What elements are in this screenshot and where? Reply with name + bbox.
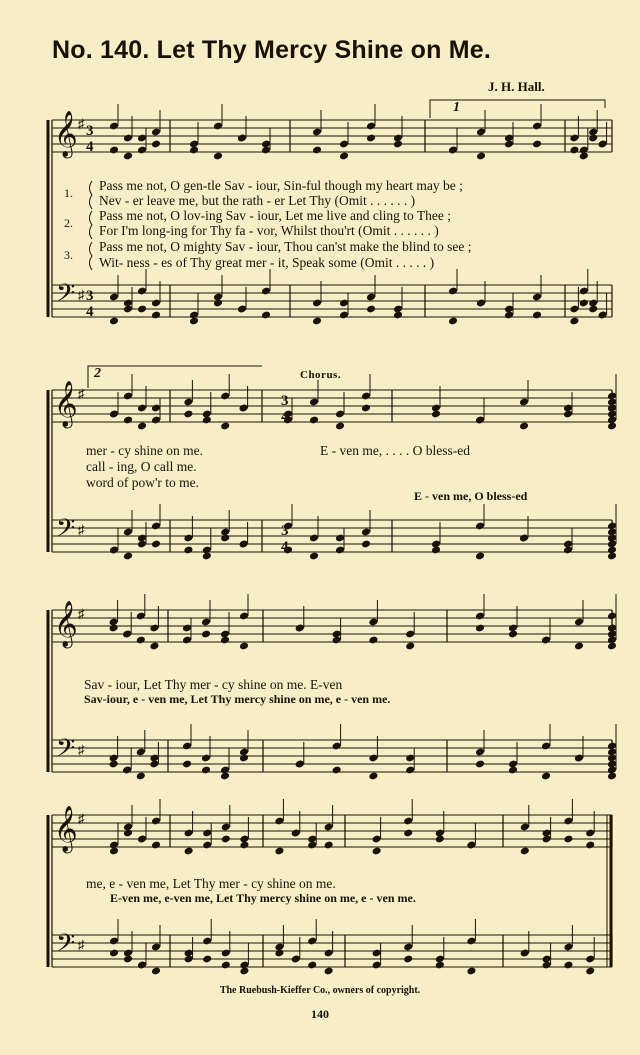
- verse-number-1: 1.: [64, 186, 73, 200]
- note-head: [588, 305, 598, 314]
- note-head: [431, 410, 441, 419]
- note-head: [109, 146, 119, 155]
- lyric-line: Nev - er leave me, but the rath - er Let Thy (Omit . . . . . . ): [99, 193, 416, 208]
- bass-clef-icon: 𝄢: [56, 514, 76, 549]
- note-head: [202, 552, 212, 561]
- lyric-brace: [90, 211, 93, 239]
- note-head: [261, 311, 271, 320]
- second-ending-number: 2: [94, 366, 101, 381]
- note-head: [574, 642, 584, 651]
- note-head: [588, 134, 598, 143]
- note-head: [123, 552, 133, 561]
- lyric-line: call - ing, O call me.: [86, 459, 197, 474]
- note-head: [475, 760, 485, 769]
- time-signature: 3: [281, 393, 289, 409]
- time-signature: 3: [86, 123, 94, 139]
- sharp-icon: ♯: [78, 116, 85, 131]
- note-head: [201, 766, 211, 775]
- note-head: [368, 772, 378, 781]
- bass-clef-icon: 𝄢: [56, 279, 76, 314]
- note-head: [324, 841, 334, 850]
- note-head: [475, 552, 485, 561]
- note-head: [213, 299, 223, 308]
- note-head: [309, 552, 319, 561]
- note-head: [109, 949, 119, 958]
- note-head: [532, 311, 542, 320]
- hymn-title: No. 140. Let Thy Mercy Shine on Me.: [52, 36, 492, 64]
- note-head: [607, 642, 617, 651]
- sharp-icon: ♯: [78, 287, 85, 302]
- note-head: [201, 630, 211, 639]
- note-head: [213, 152, 223, 161]
- lyric-line: mer - cy shine on me.: [86, 443, 203, 458]
- note-head: [403, 955, 413, 964]
- lyric-brace: [90, 242, 93, 270]
- note-head: [149, 642, 159, 651]
- time-signature: 4: [86, 304, 94, 320]
- bass-lyric-line: E-ven me, e-ven me, Let Thy mercy shine on me, e - ven me.: [110, 891, 416, 905]
- treble-clef-icon: 𝄞: [54, 806, 78, 852]
- note-head: [151, 967, 161, 976]
- note-head: [607, 552, 617, 561]
- treble-clef-icon: 𝄞: [54, 381, 78, 427]
- note-head: [368, 636, 378, 645]
- lyric-line: For I'm long-ing for Thy fa - vor, Whilst thou'rt (Omit . . . . . . ): [99, 223, 439, 238]
- second-ending-bracket: [88, 366, 262, 388]
- note-head: [435, 961, 445, 970]
- note-head: [405, 642, 415, 651]
- note-head: [202, 955, 212, 964]
- note-head: [220, 422, 230, 431]
- note-head: [202, 416, 212, 425]
- note-head: [476, 152, 486, 161]
- note-head: [239, 967, 249, 976]
- note-head: [563, 835, 573, 844]
- note-head: [361, 540, 371, 549]
- note-head: [520, 847, 530, 856]
- note-head: [123, 152, 133, 161]
- note-head: [123, 416, 133, 425]
- lyric-line: me, e - ven me, Let Thy mer - cy shine on me.: [86, 876, 336, 891]
- note-head: [239, 754, 249, 763]
- note-head: [312, 146, 322, 155]
- lyric-line: Pass me not, O gen-tle Sav - iour, Sin-ful though my heart may be ;: [99, 178, 463, 193]
- note-head: [239, 841, 249, 850]
- note-head: [123, 829, 133, 838]
- note-head: [123, 955, 133, 964]
- note-head: [312, 317, 322, 326]
- time-signature: 3: [86, 288, 94, 304]
- note-head: [585, 841, 595, 850]
- note-head: [220, 534, 230, 543]
- note-head: [508, 766, 518, 775]
- note-head: [183, 410, 193, 419]
- bass-clef-icon: 𝄢: [56, 734, 76, 769]
- sharp-icon: ♯: [78, 937, 85, 952]
- chorus-label: Chorus.: [300, 369, 342, 381]
- note-head: [569, 146, 579, 155]
- note-head: [563, 961, 573, 970]
- note-head: [607, 422, 617, 431]
- note-head: [475, 624, 485, 633]
- page-number: 140: [311, 1007, 329, 1021]
- note-head: [607, 772, 617, 781]
- note-head: [541, 772, 551, 781]
- note-head: [579, 152, 589, 161]
- bass-lyric-line: E - ven me, O bless-ed: [414, 489, 528, 503]
- chorus-lyric-line: E - ven me, . . . . O bless-ed: [320, 443, 470, 458]
- note-head: [221, 961, 231, 970]
- note-head: [309, 416, 319, 425]
- sharp-icon: ♯: [78, 386, 85, 401]
- note-head: [579, 299, 589, 308]
- composer-credit: J. H. Hall.: [488, 79, 545, 94]
- note-head: [239, 642, 249, 651]
- note-head: [585, 967, 595, 976]
- note-head: [366, 134, 376, 143]
- note-head: [339, 152, 349, 161]
- time-signature: 4: [86, 139, 94, 155]
- lyric-line: Pass me not, O lov-ing Sav - iour, Let me live and cling to Thee ;: [99, 208, 452, 223]
- lyric-line: Wit- ness - es of Thy great mer - it, Speak some (Omit . . . . . ): [99, 255, 435, 270]
- note-head: [183, 546, 193, 555]
- note-head: [366, 305, 376, 314]
- first-ending-number: 1: [453, 100, 460, 115]
- time-signature: 4: [281, 539, 289, 555]
- note-head: [435, 835, 445, 844]
- sharp-icon: ♯: [78, 522, 85, 537]
- time-signature: 3: [281, 523, 289, 539]
- note-head: [393, 311, 403, 320]
- note-head: [508, 630, 518, 639]
- verse-number-2: 2.: [64, 216, 73, 230]
- lyric-brace: [90, 181, 93, 209]
- lyric-line: Sav - iour, Let Thy mer - cy shine on me. E-ven: [84, 677, 343, 692]
- note-head: [519, 422, 529, 431]
- bass-lyric-line: Sav-iour, e - ven me, Let Thy mercy shine on me, e - ven me.: [84, 692, 391, 706]
- time-signature: 4: [281, 409, 289, 425]
- note-head: [393, 140, 403, 149]
- note-head: [182, 760, 192, 769]
- note-head: [109, 847, 119, 856]
- note-head: [532, 140, 542, 149]
- lyric-line: word of pow'r to me.: [86, 475, 200, 490]
- note-head: [332, 766, 342, 775]
- note-head: [221, 835, 231, 844]
- sharp-icon: ♯: [78, 606, 85, 621]
- note-head: [448, 317, 458, 326]
- note-head: [466, 967, 476, 976]
- note-head: [136, 772, 146, 781]
- note-head: [151, 140, 161, 149]
- note-head: [137, 422, 147, 431]
- verse-number-3: 3.: [64, 248, 73, 262]
- note-head: [361, 404, 371, 413]
- note-head: [403, 829, 413, 838]
- note-head: [569, 317, 579, 326]
- note-head: [335, 422, 345, 431]
- note-head: [136, 636, 146, 645]
- note-head: [109, 317, 119, 326]
- treble-clef-icon: 𝄞: [54, 601, 78, 647]
- note-head: [151, 311, 161, 320]
- note-head: [431, 546, 441, 555]
- note-head: [151, 841, 161, 850]
- sharp-icon: ♯: [78, 811, 85, 826]
- note-head: [274, 847, 284, 856]
- note-head: [307, 961, 317, 970]
- note-head: [109, 624, 119, 633]
- lyric-line: Pass me not, O mighty Sav - iour, Thou can'st make the blind to see ;: [99, 239, 472, 254]
- note-head: [189, 317, 199, 326]
- note-head: [220, 772, 230, 781]
- note-head: [189, 146, 199, 155]
- note-head: [151, 540, 161, 549]
- bass-clef-icon: 𝄢: [56, 929, 76, 964]
- note-head: [274, 949, 284, 958]
- note-head: [184, 847, 194, 856]
- publisher-credit: The Ruebush-Kieffer Co., owners of copyright.: [219, 985, 421, 996]
- note-head: [324, 967, 334, 976]
- note-head: [372, 847, 382, 856]
- note-head: [137, 305, 147, 314]
- note-head: [220, 636, 230, 645]
- treble-clef-icon: 𝄞: [54, 111, 78, 157]
- sharp-icon: ♯: [78, 742, 85, 757]
- note-head: [109, 760, 119, 769]
